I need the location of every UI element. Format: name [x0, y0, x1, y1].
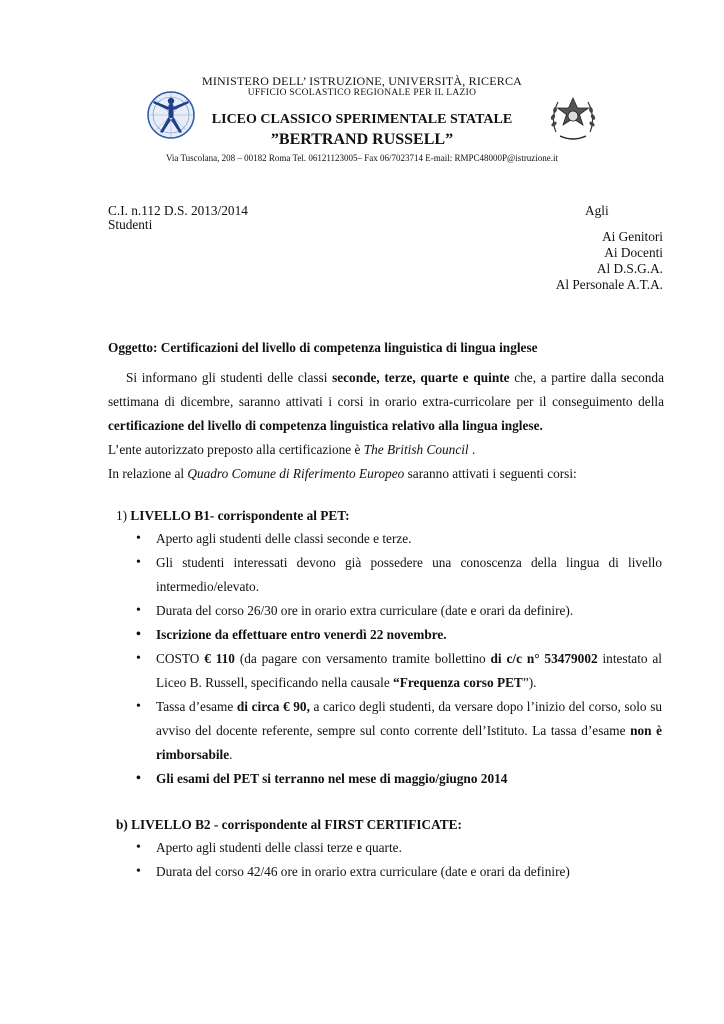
intro-certification: certificazione del livello di competenza linguistica relativo alla lingua inglese. — [108, 418, 543, 433]
recipient-studenti: Studenti — [108, 217, 153, 232]
list-item: • Durata del corso 42/46 ore in orario extra curriculare (date e orari da definire) — [132, 860, 662, 884]
exam-fee-label: Tassa d’esame — [156, 699, 237, 714]
framework-name: Quadro Comune di Riferimento Europeo — [187, 466, 405, 481]
authority-text: L’ente autorizzato preposto alla certificazione è — [108, 442, 364, 457]
italian-republic-emblem-icon — [546, 90, 600, 144]
intro-paragraph — [108, 366, 664, 438]
cost-end: ”). — [522, 675, 537, 690]
framework-paragraph — [108, 462, 664, 486]
recipient-agli: Agli — [585, 203, 609, 218]
framework-text: In relazione al — [108, 466, 188, 481]
vitruvian-man-icon — [146, 90, 196, 140]
list-item: • Aperto agli studenti delle classi terze e quarte. — [132, 836, 662, 860]
recipient-genitori: Ai Genitori — [602, 229, 663, 244]
subject-line: Oggetto: Certificazioni del livello di competenza linguistica di lingua inglese — [108, 340, 538, 355]
list-item: • Gli esami del PET si terranno nel mese di maggio/giugno 2014 — [132, 767, 662, 791]
list-item — [132, 647, 662, 695]
recipients-list — [556, 229, 663, 293]
school-address: Via Tuscolana, 208 – 00182 Roma Tel. 06121123005– Fax 06/7023714 E-mail: RMPC48000P@istruzione.it — [165, 153, 559, 163]
framework-end: saranno attivati i seguenti corsi: — [404, 466, 577, 481]
cost-amount: € 110 — [204, 651, 235, 666]
list-item: • Aperto agli studenti delle classi seconde e terze. — [132, 527, 662, 551]
authority-name: The British Council — [363, 442, 469, 457]
list-item — [132, 695, 662, 767]
recipient-ata: Al Personale A.T.A. — [555, 277, 663, 292]
list-item: • Gli studenti interessati devono già possedere una conoscenza della lingua di livello intermedio/elevato. — [132, 551, 662, 599]
recipient-docenti: Ai Docenti — [604, 245, 663, 260]
cost-text: (da pagare con versamento tramite bollettino — [234, 651, 491, 666]
list-item: • Durata del corso 26/30 ore in orario extra curriculare (date e orari da definire). — [132, 599, 662, 623]
authority-paragraph — [108, 438, 664, 462]
section-b1-list — [132, 527, 662, 791]
intro-text: Si informano gli studenti delle classi — [126, 370, 333, 385]
school-title: LICEO CLASSICO SPERIMENTALE STATALE — [211, 112, 513, 127]
cost-text-cont: intestato al Liceo B. Russell, specificando nella causale — [156, 651, 663, 690]
list-item: • Iscrizione da effettuare entro venerdì 22 novembre. — [132, 623, 662, 647]
exam-fee-amount: di circa € 90, — [236, 699, 310, 714]
exam-fee-text: a carico degli studenti, da versare dopo l’inizio del corso, solo su avviso del docente referente, sempre sul conto corrente dell’Istituto. La tassa d’esame — [156, 699, 663, 738]
section-b1-heading: LIVELLO B1- corrispondente al PET: — [130, 508, 350, 523]
section-b2-list — [132, 836, 662, 884]
exam-fee-end: . — [229, 747, 233, 762]
authority-end: . — [468, 442, 476, 457]
ministry-title: MINISTERO DELL’ ISTRUZIONE, UNIVERSITÀ, RICERCA — [201, 74, 523, 88]
intro-body — [108, 366, 664, 486]
school-name: ”BERTRAND RUSSELL” — [270, 131, 454, 148]
payment-reason: “Frequenza corso PET — [393, 675, 523, 690]
non-refundable: non è rimborsabile — [156, 723, 662, 762]
section-b1-number: 1) — [116, 508, 131, 523]
recipient-dsga: Al D.S.G.A. — [596, 261, 663, 276]
intro-text-cont: che, a partire dalla seconda settimana di dicembre, saranno attivati i corsi in orario extra-curricolare per il conseguimento della — [108, 370, 664, 409]
section-b2-title: b) LIVELLO B2 - corrispondente al FIRST CERTIFICATE: — [116, 817, 462, 832]
cost-label: COSTO — [156, 651, 205, 666]
intro-classes: seconde, terze, quarte e quinte — [332, 370, 510, 385]
account-number: di c/c n° 53479002 — [490, 651, 598, 666]
office-title: UFFICIO SCOLASTICO REGIONALE PER IL LAZIO — [247, 88, 477, 98]
circular-number: C.I. n.112 D.S. 2013/2014 — [108, 203, 248, 218]
section-b1-title — [116, 504, 350, 528]
